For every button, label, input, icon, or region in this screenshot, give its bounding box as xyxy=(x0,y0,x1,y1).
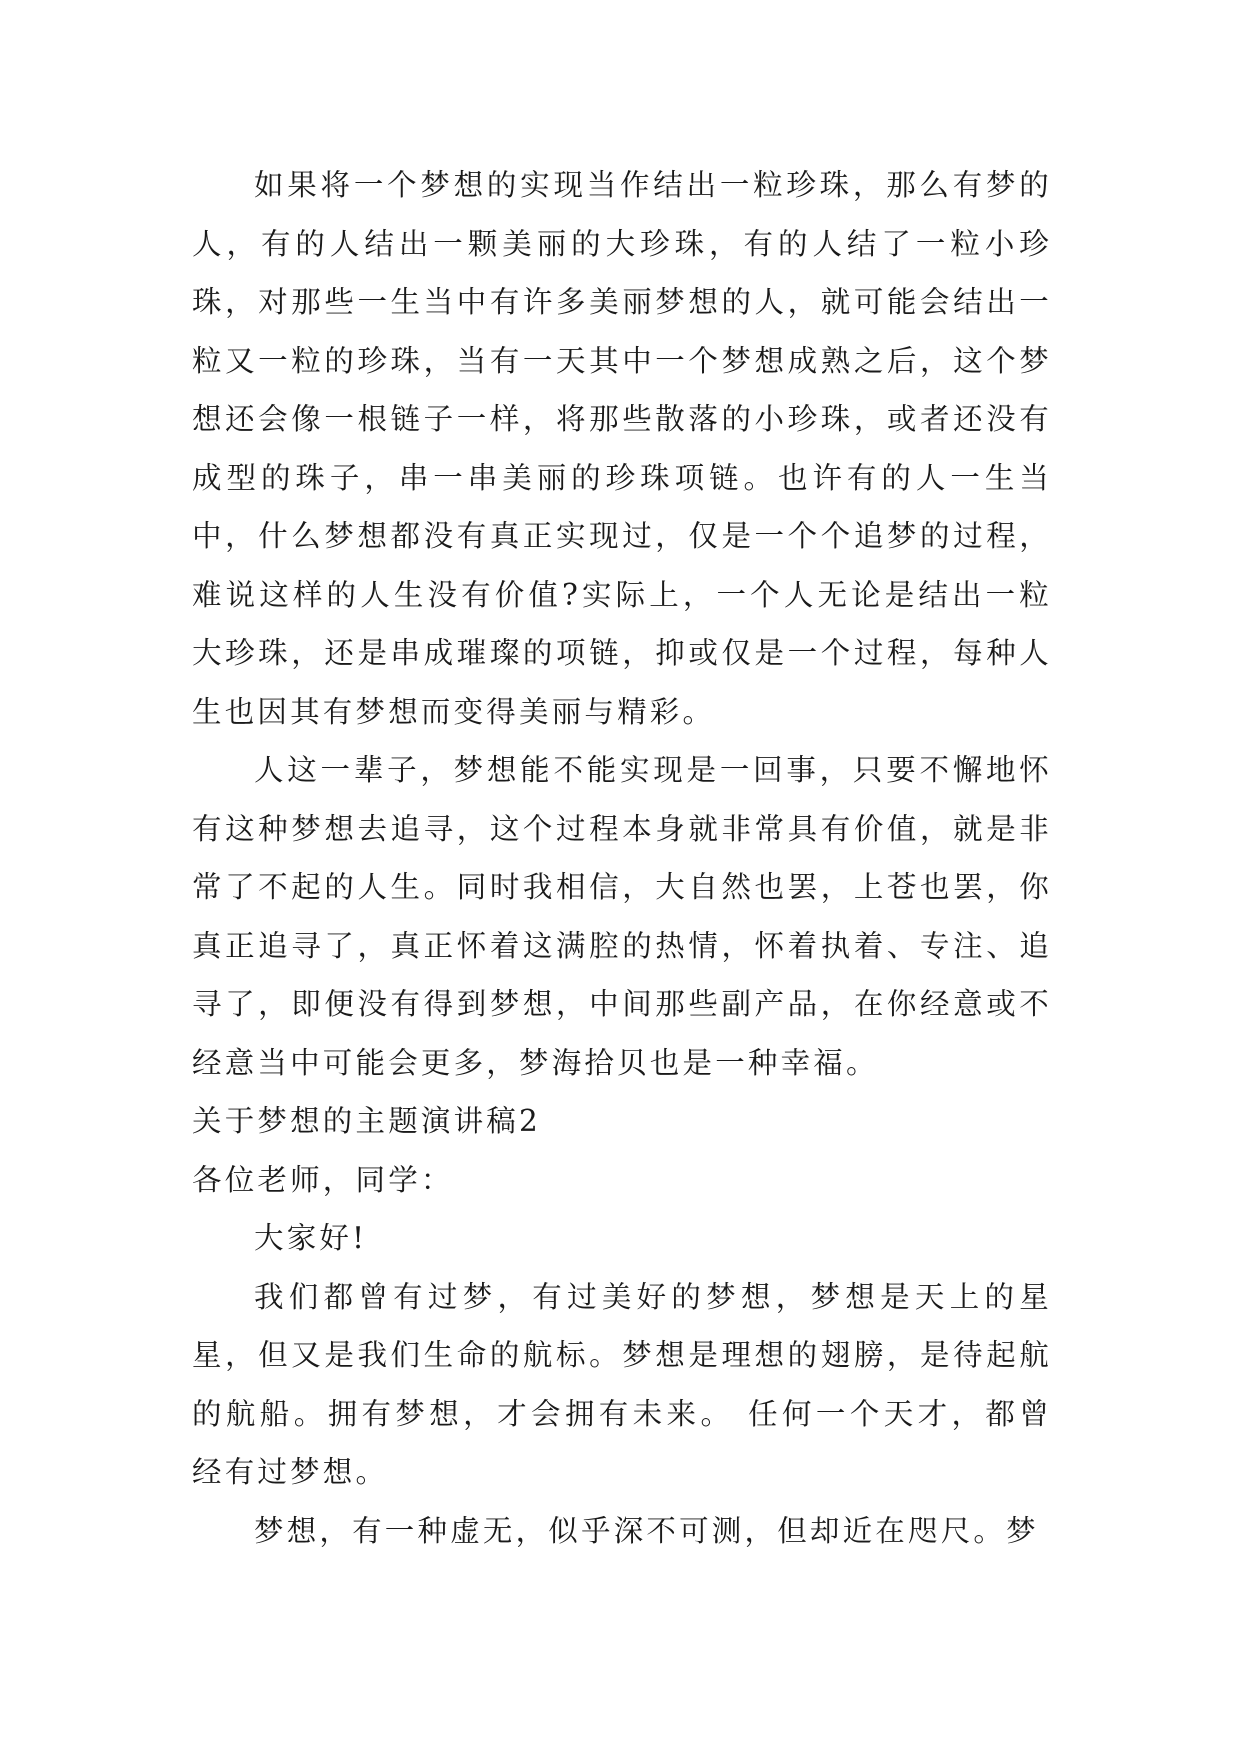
paragraph-pearl: 如果将一个梦想的实现当作结出一粒珍珠，那么有梦的人，有的人结出一颗美丽的大珍珠，有的人结了一粒小珍珠，对那些一生当中有许多美丽梦想的人，就可能会结出一粒又一粒的珍珠，当有一天其中一个梦想成熟之后，这个梦想还会像一根链子一样，将那些散落的小珍珠，或者还没有成型的珠子，串一串美丽的珍珠项链。也许有的人一生当中，什么梦想都没有真正实现过，仅是一个个追梦的过程，难说这样的人生没有价值?实际上，一个人无论是结出一粒大珍珠，还是串成璀璨的项链，抑或仅是一个过程，每种人生也因其有梦想而变得美丽与精彩。 xyxy=(192,168,1052,729)
section-title: 关于梦想的主题演讲稿2 xyxy=(192,1104,541,1138)
paragraph-pursuit: 人这一辈子，梦想能不能实现是一回事，只要不懈地怀有这种梦想去追寻，这个过程本身就非常具有价值，就是非常了不起的人生。同时我相信，大自然也罢，上苍也罢，你真正追寻了，真正怀着这满腔的热情，怀着执着、专注、追寻了，即便没有得到梦想，中间那些副产品，在你经意或不经意当中可能会更多，梦海拾贝也是一种幸福。 xyxy=(192,753,1052,1080)
paragraph-dream-void: 梦想，有一种虚无，似乎深不可测，但却近在咫尺。梦 xyxy=(254,1513,1039,1548)
salutation: 各位老师，同学： xyxy=(192,1162,454,1197)
paragraph-dream-star: 我们都曾有过梦，有过美好的梦想，梦想是天上的星星，但又是我们生命的航标。梦想是理想的翅膀，是待起航的航船。拥有梦想，才会拥有未来。 任何一个天才，都曾经有过梦想。 xyxy=(192,1279,1052,1489)
greeting: 大家好! xyxy=(254,1221,368,1255)
document-body xyxy=(192,156,1052,1560)
